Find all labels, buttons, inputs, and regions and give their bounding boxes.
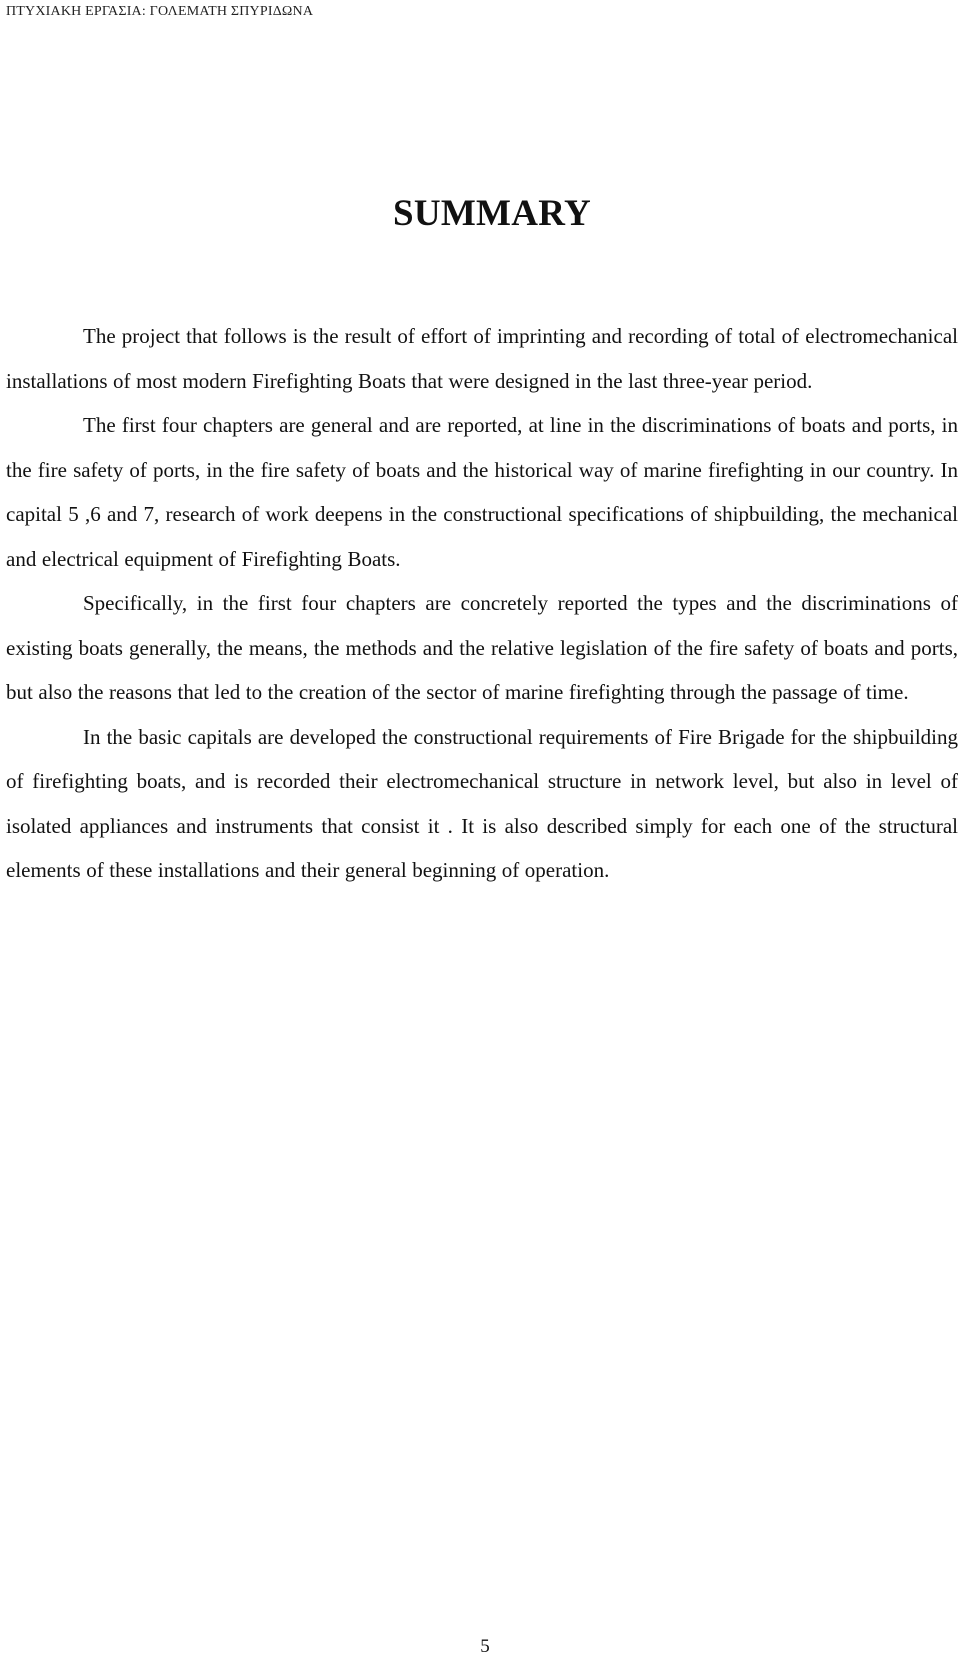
paragraph: The project that follows is the result of effort of imprinting and recording of total of electromechanical installations of most modern Firefighting Boats that were designed in the last three-year period. xyxy=(6,324,958,393)
running-header: ΠΤΥΧΙΑΚΗ ΕΡΓΑΣΙΑ: ΓΟΛΕΜΑΤΗ ΣΠΥΡΙΔΩΝΑ xyxy=(6,4,314,19)
summary-body xyxy=(6,314,958,893)
page-number: 5 xyxy=(480,1636,490,1657)
paragraph: In the basic capitals are developed the constructional requirements of Fire Brigade for the shipbuilding of firefighting boats, and is recorded their electromechanical structure in network level, but also in level of isolated appliances and instruments that consist it . It is also described simply for each one of the structural elements of these installations and their general beginning of operation. xyxy=(6,724,958,882)
paragraph: The first four chapters are general and are reported, at line in the discriminations of boats and ports, in the fire safety of ports, in the fire safety of boats and the historical way of marine firefighting in our country. In capital 5 ,6 and 7, research of work deepens in the constructional specifications of shipbuilding, the mechanical and electrical equipment of Firefighting Boats. xyxy=(6,413,958,571)
page-title: SUMMARY xyxy=(392,193,592,234)
paragraph: Specifically, in the first four chapters are concretely reported the types and the discriminations of existing boats generally, the means, the methods and the relative legislation of the fire safety of boats and ports, but also the reasons that led to the creation of the sector of marine firefighting through the passage of time. xyxy=(6,591,958,704)
